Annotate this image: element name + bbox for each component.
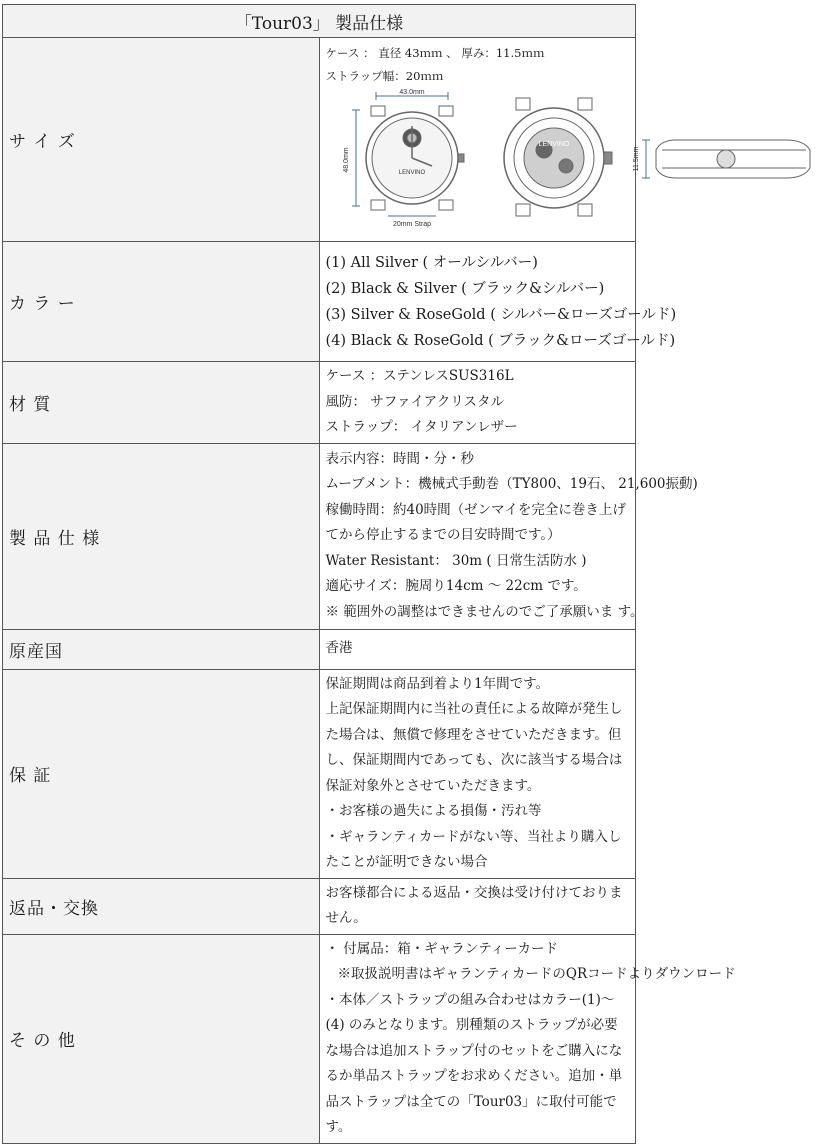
- width-dimension-label: 43.0mm: [398, 88, 425, 96]
- watch-front-view: [352, 92, 464, 216]
- color-option: (1) All Silver ( オールシルバー): [325, 254, 538, 271]
- case-size-text: ケース ： 直径 43ｍｍ 、 厚み：11.5ｍｍ: [325, 45, 545, 60]
- spec-item: ※ 範囲外の調整はできませんのでご了承願いま す。: [325, 603, 644, 620]
- back-brand-label: LENVINO: [538, 140, 569, 148]
- size-label: サ イ ズ: [3, 38, 320, 242]
- color-row: [3, 242, 636, 362]
- spec-item: ムーブメント：機械式手動巻（TY800、19石、 21,600振動): [325, 476, 698, 493]
- strap-dimension-label: 20mm Strap: [392, 220, 431, 228]
- returns-label: 返品・交換: [3, 878, 320, 934]
- material-label: 材 質: [3, 362, 320, 444]
- page-title: 「Tour03」 製品仕様: [3, 5, 636, 38]
- front-brand-label: LENVINO: [398, 169, 425, 176]
- spec-table: [2, 4, 736, 1144]
- color-option: (3) Silver & RoseGold ( シルバー&ローズゴールド): [325, 306, 677, 323]
- material-content: [319, 362, 636, 444]
- other-row: [3, 934, 636, 1143]
- warranty-item: ・ギャランティカードがない等、当社より購入したことが証明できない場合: [325, 828, 622, 870]
- spec-row: [3, 443, 636, 629]
- warranty-label: 保 証: [3, 669, 320, 878]
- material-row: [3, 362, 636, 444]
- color-label: カ ラ ー: [3, 242, 320, 362]
- thickness-dimension-label: 11.5mm: [632, 146, 640, 171]
- watch-diagram: [326, 88, 640, 238]
- other-item: ・ 付属品：箱・ギャランティーカード: [325, 940, 558, 957]
- warranty-row: [3, 669, 636, 878]
- other-item: ・本体／ストラップの組み合わせはカラー(1)～ (4) のみとなります。別種類のストラップが必要な場合は追加ストラップ付のセットをご購入になるか単品ストラップをお求めください。追加・単品ストラップは全ての「Tour03」に取付可能です。: [325, 991, 623, 1135]
- warranty-content: [319, 669, 636, 878]
- warranty-item: 上記保証期間内に当社の責任による故障が発生した場合は、無償で修理をさせていただきます。但し、保証期間内であっても、次に該当する場合は保証対象外とさせていただきます。: [325, 701, 623, 794]
- returns-row: [3, 878, 636, 934]
- color-content: [319, 242, 677, 362]
- spec-item: 適応サイズ：腕周り14cm ～ 22cm です。: [325, 578, 587, 595]
- other-item: ※取扱説明書はギャランティカードのQRコードよりダウンロード: [337, 966, 736, 982]
- material-item: ケース ：ステンレスSUS316L: [325, 368, 514, 384]
- warranty-item: 保証期間は商品到着より1年間です。: [325, 675, 550, 692]
- strap-width-text: ストラップ幅：20ｍｍ: [325, 68, 444, 83]
- color-option: (2) Black & Silver ( ブラック&シルバー): [325, 280, 605, 297]
- title-row: [3, 5, 636, 38]
- material-item: ストラップ： イタリアンレザー: [325, 419, 518, 435]
- other-label: そ の 他: [3, 934, 320, 1143]
- spec-item: 表示内容：時間・分・秒: [325, 450, 474, 467]
- returns-value: お客様都合による返品・交換は受け付けておりません。: [319, 878, 636, 934]
- height-dimension-label: 48.0mm: [342, 146, 350, 173]
- spec-item: 稼働時間：約40時間（ゼンマイを完全に巻き上げてから停止するまでの目安時間です。）: [325, 501, 626, 544]
- color-option: (4) Black & RoseGold ( ブラック&ローズゴールド): [325, 332, 676, 349]
- size-row: [3, 38, 636, 242]
- watch-side-view: [642, 140, 810, 178]
- origin-label: 原産国: [3, 629, 320, 669]
- watch-back-view: [504, 98, 612, 216]
- spec-item: Water Resistant： 30m ( 日常生活防水 ): [325, 552, 587, 569]
- spec-content: [319, 443, 698, 629]
- spec-label: 製 品 仕 様: [3, 443, 320, 629]
- origin-value: 香港: [319, 629, 636, 669]
- material-item: 風防： サファイアクリスタル: [325, 393, 504, 410]
- size-content: [319, 38, 640, 242]
- warranty-item: ・お客様の過失による損傷・汚れ等: [325, 803, 542, 819]
- other-content: [319, 934, 736, 1143]
- origin-row: [3, 629, 636, 669]
